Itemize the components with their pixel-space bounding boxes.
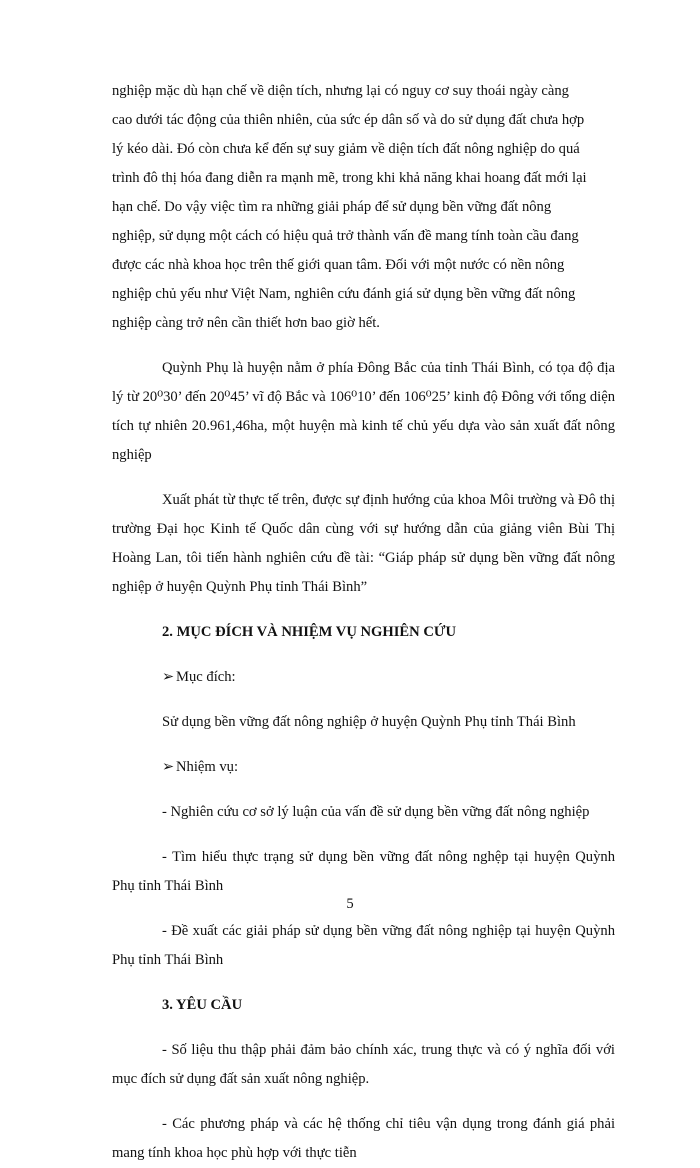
paragraph-topic: Xuất phát từ thực tế trên, được sự định hướng của khoa Môi trường và Đô thị trường Đại học Kinh tế Quốc dân cùng với sự hướng dẫn của giảng viên Bùi Thị Hoàng Lan, tôi tiến hành nghiên cứu đề tài: “Giáp pháp sử dụng bền vững đất nông nghiệp ở huyện Quỳnh Phụ tỉnh Thái Bình”: [112, 492, 615, 595]
text-line: nghiệp, sử dụng một cách có hiệu quả trở thành vấn đề mang tính toàn cầu đang: [112, 228, 579, 244]
purpose-label: Mục đích:: [176, 669, 236, 685]
paragraph-intro-continued: [112, 77, 615, 338]
page-content: [112, 77, 615, 1168]
page-number: 5: [346, 896, 354, 912]
tasks-label-item: [112, 753, 615, 782]
arrow-bullet-icon: ➢: [162, 669, 175, 685]
text-line: trình đô thị hóa đang diễn ra mạnh mẽ, trong khi khả năng khai hoang đất mới lại: [112, 170, 587, 186]
purpose-label-item: [112, 663, 615, 692]
text-line: lý kéo dài. Đó còn chưa kể đến sự suy giảm về diện tích đất nông nghiệp do quá: [112, 141, 580, 157]
text-line: nghiệp càng trở nên cần thiết hơn bao giờ hết.: [112, 315, 380, 331]
task-item: - Nghiên cứu cơ sở lý luận của vấn đề sử dụng bền vững đất nông nghiệp: [162, 804, 590, 820]
task-item: - Tìm hiểu thực trạng sử dụng bền vững đất nông nghệp tại huyện Quỳnh Phụ tỉnh Thái Bình: [112, 849, 615, 894]
task-item: - Đề xuất các giải pháp sử dụng bền vững đất nông nghiệp tại huyện Quỳnh Phụ tỉnh Thái Bình: [112, 923, 615, 968]
text-line: nghiệp chủ yếu như Việt Nam, nghiên cứu đánh giá sử dụng bền vững đất nông: [112, 286, 576, 302]
tasks-label: Nhiệm vụ:: [176, 759, 239, 775]
text-line: được các nhà khoa học trên thế giới quan tâm. Đối với một nước có nền nông: [112, 257, 565, 273]
text-line: hạn chế. Do vậy việc tìm ra những giải pháp để sử dụng bền vững đất nông: [112, 199, 552, 215]
purpose-text: Sử dụng bền vững đất nông nghiệp ở huyện Quỳnh Phụ tỉnh Thái Bình: [162, 714, 576, 730]
section-heading-purpose: 2. MỤC ĐÍCH VÀ NHIỆM VỤ NGHIÊN CỨU: [162, 624, 457, 640]
paragraph-location: Quỳnh Phụ là huyện nằm ở phía Đông Bắc của tỉnh Thái Bình, có tọa độ địa lý từ 20⁰30’ đến 20⁰45’ vĩ độ Bắc và 106⁰10’ đến 106⁰25’ kinh độ Đông với tổng diện tích tự nhiên 20.961,46ha, một huyện mà kinh tế chủ yếu dựa vào sản xuất đất nông nghiệp: [112, 360, 615, 463]
arrow-bullet-icon: ➢: [162, 759, 175, 775]
requirement-item: - Các phương pháp và các hệ thống chỉ tiêu vận dụng trong đánh giá phải mang tính khoa học phù hợp với thực tiễn: [112, 1116, 615, 1161]
text-line: cao dưới tác động của thiên nhiên, của sức ép dân số và do sử dụng đất chưa hợp: [112, 112, 585, 128]
text-line: nghiệp mặc dù hạn chế về diện tích, nhưng lại có nguy cơ suy thoái ngày càng: [112, 83, 569, 99]
section-heading-requirements: 3. YÊU CẦU: [162, 997, 243, 1013]
requirement-item: - Số liệu thu thập phải đảm bảo chính xác, trung thực và có ý nghĩa đối với mục đích sử dụng đất sản xuất nông nghiệp.: [112, 1042, 615, 1087]
